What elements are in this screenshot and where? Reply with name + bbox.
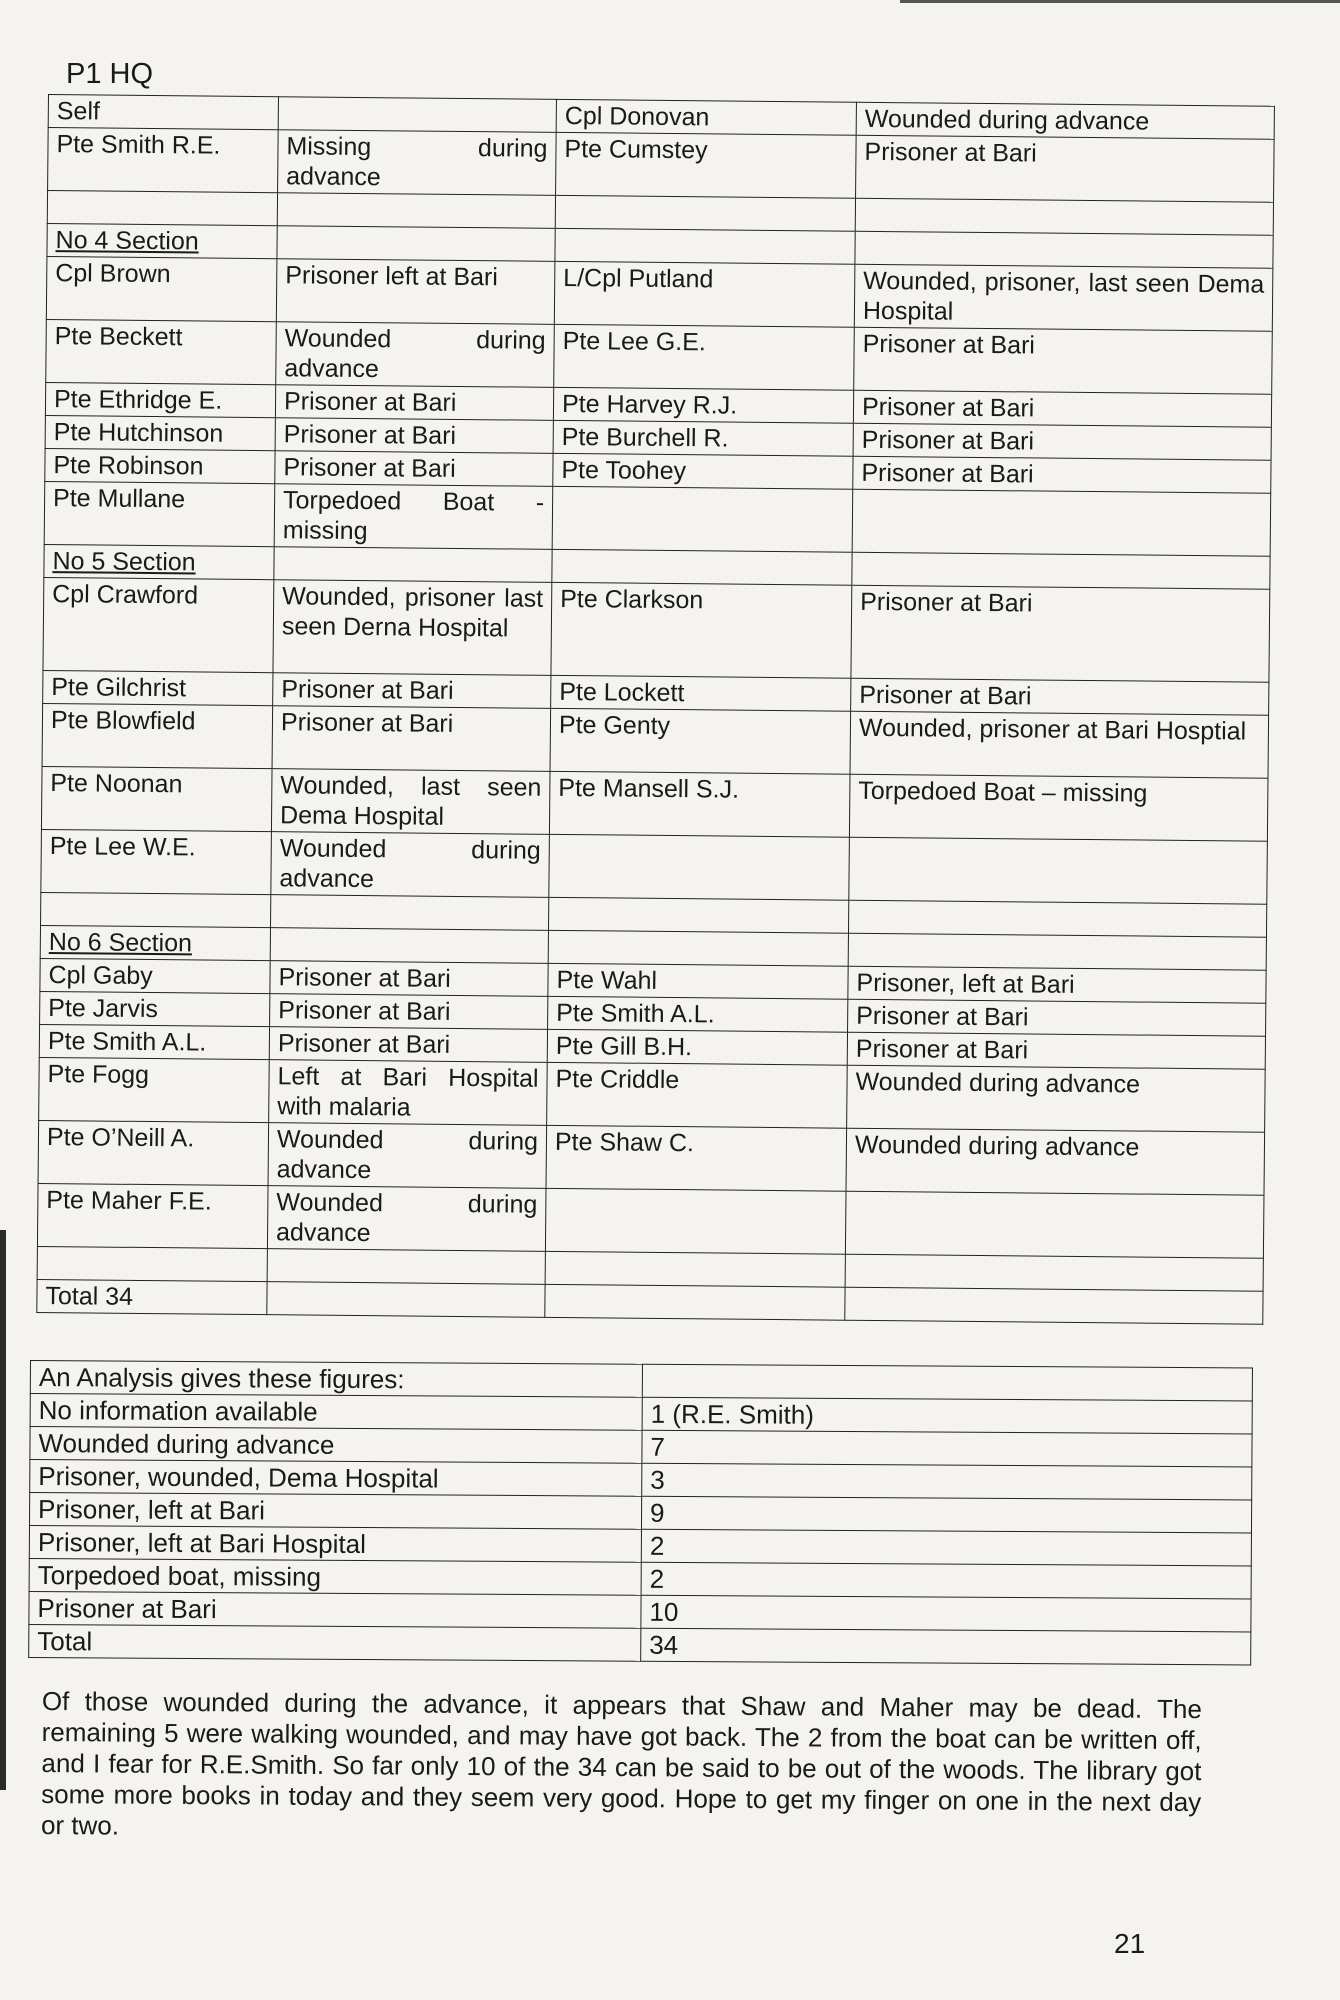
- analysis-label: Prisoner, wounded, Dema Hospital: [30, 1460, 642, 1497]
- analysis-body: [29, 1361, 1253, 1665]
- soldier-status-cell: Wounded during advance: [846, 1128, 1265, 1195]
- soldier-status-cell: Prisoner at Bari: [275, 418, 553, 454]
- soldier-status-cell: Prisoner at Bari: [847, 1032, 1265, 1069]
- roster-table: [36, 94, 1275, 1325]
- soldier-status-cell: [852, 552, 1270, 589]
- soldier-status-cell: Torpedoed Boat - missing: [274, 484, 553, 550]
- page-number: 21: [1114, 1928, 1146, 1959]
- soldier-status-cell: Prisoner at Bari: [853, 423, 1271, 460]
- soldier-status-cell: [267, 1249, 545, 1285]
- soldier-name-cell: Pte Mullane: [44, 481, 275, 546]
- soldier-name-cell: [552, 486, 853, 552]
- soldier-status-cell: Wounded, prisoner at Bari Hosptial: [850, 711, 1269, 778]
- soldier-status-cell: Prisoner at Bari: [854, 327, 1273, 394]
- soldier-status-cell: Prisoner at Bari: [851, 585, 1270, 682]
- soldier-status-cell: Wounded during advance: [276, 322, 555, 388]
- soldier-name-cell: Pte Blowfield: [42, 703, 273, 768]
- soldier-status-cell: Prisoner at Bari: [853, 390, 1271, 427]
- soldier-status-cell: [267, 1282, 545, 1318]
- soldier-name-cell: [545, 1251, 845, 1287]
- soldier-name-cell: Self: [48, 95, 278, 130]
- soldier-status-cell: Prisoner at Bari: [848, 999, 1266, 1036]
- roster-row: [48, 128, 1275, 203]
- soldier-name-cell: Pte Lee W.E.: [41, 829, 272, 894]
- soldier-name-cell: [548, 930, 848, 966]
- soldier-name-cell: No 4 Section: [47, 223, 277, 258]
- soldier-status-cell: Prisoner at Bari: [856, 135, 1275, 202]
- soldier-status-cell: Prisoner at Bari: [275, 451, 553, 487]
- soldier-name-cell: [545, 1188, 846, 1254]
- soldier-name-cell: Pte O’Neill A.: [38, 1120, 269, 1185]
- analysis-label: Prisoner, left at Bari: [29, 1493, 641, 1530]
- soldier-status-cell: Prisoner at Bari: [269, 1027, 547, 1063]
- roster-row: [46, 256, 1273, 331]
- soldier-name-cell: Pte Ethridge E.: [45, 382, 275, 417]
- roster-row: [39, 1057, 1266, 1132]
- closing-note: Of those wounded during the advance, it appears that Shaw and Maher may be dead. The remaining 5 were walking wounded, and may have got back. The 2 from the boat can be written off, and I fear for R.E.Smith. So far only 10 of the 34 can be said to be out of the woods. The library got some more books in today and they seem very good. Hope to get my finger on one in the next day or two.: [40, 1686, 1202, 1841]
- soldier-status-cell: Wounded during advance: [847, 1065, 1266, 1132]
- soldier-status-cell: [845, 1287, 1263, 1324]
- soldier-status-cell: [270, 928, 548, 964]
- page-binding-edge: [0, 1230, 6, 1790]
- soldier-status-cell: Prisoner, left at Bari: [848, 966, 1266, 1003]
- soldier-name-cell: Pte Clarkson: [551, 582, 852, 678]
- roster-row: [43, 577, 1270, 682]
- analysis-row: [29, 1624, 1251, 1664]
- roster-body: [37, 95, 1275, 1325]
- analysis-value: 7: [642, 1430, 1252, 1467]
- soldier-name-cell: Pte Wahl: [548, 963, 848, 999]
- soldier-name-cell: Pte Fogg: [39, 1057, 270, 1122]
- analysis-value: 1 (R.E. Smith): [642, 1397, 1252, 1434]
- soldier-status-cell: [278, 97, 556, 133]
- soldier-name-cell: [552, 549, 852, 585]
- soldier-name-cell: Pte Mansell S.J.: [549, 771, 850, 837]
- soldier-status-cell: [274, 547, 552, 583]
- soldier-status-cell: Wounded during advance: [267, 1186, 546, 1252]
- soldier-status-cell: [855, 231, 1273, 268]
- soldier-name-cell: No 6 Section: [40, 925, 270, 960]
- soldier-status-cell: Wounded during advance: [268, 1123, 547, 1189]
- soldier-name-cell: [37, 1246, 267, 1281]
- soldier-status-cell: [277, 193, 555, 229]
- analysis-label: Torpedoed boat, missing: [29, 1558, 641, 1595]
- soldier-name-cell: Pte Burchell R.: [553, 420, 853, 456]
- soldier-status-cell: Prisoner at Bari: [275, 385, 553, 421]
- roster-row: [44, 481, 1271, 556]
- soldier-name-cell: [548, 897, 848, 933]
- roster-row: [42, 703, 1269, 778]
- soldier-status-cell: Prisoner at Bari: [272, 706, 551, 772]
- roster-row: [41, 829, 1268, 904]
- analysis-table: [28, 1360, 1253, 1665]
- analysis-value: 2: [641, 1529, 1251, 1566]
- soldier-name-cell: Pte Cumstey: [556, 132, 857, 198]
- soldier-status-cell: Wounded, last seen Dema Hospital: [271, 769, 550, 835]
- analysis-label: Total: [29, 1624, 641, 1661]
- soldier-name-cell: L/Cpl Putland: [554, 261, 855, 327]
- soldier-status-cell: Prisoner at Bari: [273, 673, 551, 709]
- soldier-status-cell: [849, 837, 1268, 904]
- analysis-label: Wounded during advance: [30, 1427, 642, 1464]
- soldier-status-cell: [277, 226, 555, 262]
- soldier-status-cell: [271, 895, 549, 931]
- page-title: P1 HQ: [66, 58, 154, 90]
- soldier-name-cell: Pte Lee G.E.: [554, 324, 855, 390]
- soldier-status-cell: Wounded during advance: [271, 832, 550, 898]
- soldier-name-cell: No 5 Section: [44, 544, 274, 579]
- soldier-status-cell: [852, 489, 1271, 556]
- soldier-name-cell: Total 34: [37, 1279, 267, 1314]
- analysis-label: Prisoner at Bari: [29, 1591, 641, 1628]
- soldier-name-cell: Cpl Brown: [46, 256, 277, 321]
- soldier-name-cell: Pte Maher F.E.: [37, 1183, 268, 1248]
- analysis-label: Prisoner, left at Bari Hospital: [29, 1526, 641, 1563]
- soldier-name-cell: Pte Smith R.E.: [48, 128, 279, 193]
- roster-row: [46, 319, 1273, 394]
- roster-row: [37, 1183, 1264, 1258]
- soldier-status-cell: Prisoner at Bari: [853, 456, 1271, 493]
- roster-row: [38, 1120, 1265, 1195]
- soldier-status-cell: Prisoner left at Bari: [276, 259, 555, 325]
- soldier-name-cell: [549, 834, 850, 900]
- soldier-name-cell: [555, 228, 855, 264]
- soldier-status-cell: Left at Bari Hospital with malaria: [269, 1060, 548, 1126]
- soldier-status-cell: Missing during advance: [278, 130, 557, 196]
- soldier-name-cell: Pte Smith A.L.: [548, 996, 848, 1032]
- soldier-name-cell: Pte Criddle: [547, 1062, 848, 1128]
- page-top-edge: [900, 0, 1340, 3]
- soldier-name-cell: Pte Robinson: [45, 448, 275, 483]
- soldier-name-cell: [555, 195, 855, 231]
- soldier-status-cell: Prisoner at Bari: [851, 678, 1269, 715]
- soldier-name-cell: Cpl Crawford: [43, 577, 274, 672]
- soldier-status-cell: [845, 1254, 1263, 1291]
- soldier-name-cell: Pte Shaw C.: [546, 1125, 847, 1191]
- soldier-name-cell: [41, 892, 271, 927]
- soldier-status-cell: [848, 933, 1266, 970]
- soldier-status-cell: Prisoner at Bari: [270, 961, 548, 997]
- soldier-name-cell: Cpl Gaby: [40, 958, 270, 993]
- soldier-status-cell: [845, 1191, 1264, 1258]
- soldier-name-cell: Cpl Donovan: [556, 99, 856, 135]
- soldier-status-cell: [848, 900, 1266, 937]
- soldier-name-cell: Pte Gill B.H.: [547, 1029, 847, 1065]
- analysis-value: [642, 1364, 1252, 1401]
- soldier-status-cell: Wounded, prisoner, last seen Dema Hospital: [854, 264, 1273, 331]
- soldier-status-cell: [855, 198, 1273, 235]
- soldier-name-cell: Pte Hutchinson: [45, 415, 275, 450]
- soldier-status-cell: Wounded, prisoner last seen Derna Hospital: [273, 580, 552, 676]
- soldier-name-cell: Pte Gilchrist: [43, 670, 273, 705]
- analysis-value: 9: [641, 1496, 1251, 1533]
- soldier-name-cell: [47, 191, 277, 226]
- roster-row: [41, 766, 1268, 841]
- soldier-status-cell: Prisoner at Bari: [270, 994, 548, 1030]
- soldier-name-cell: Pte Genty: [550, 708, 851, 774]
- soldier-name-cell: Pte Beckett: [46, 319, 277, 384]
- soldier-name-cell: Pte Smith A.L.: [39, 1024, 269, 1059]
- analysis-value: 2: [641, 1562, 1251, 1599]
- soldier-name-cell: Pte Jarvis: [40, 991, 270, 1026]
- soldier-status-cell: Wounded during advance: [856, 102, 1274, 139]
- analysis-value: 34: [641, 1628, 1251, 1665]
- soldier-name-cell: Pte Lockett: [551, 675, 851, 711]
- analysis-label: No information available: [30, 1394, 642, 1431]
- soldier-name-cell: Pte Toohey: [553, 453, 853, 489]
- analysis-value: 3: [642, 1463, 1252, 1500]
- soldier-name-cell: [545, 1284, 845, 1320]
- soldier-name-cell: Pte Noonan: [41, 766, 272, 831]
- soldier-status-cell: Torpedoed Boat – missing: [849, 774, 1268, 841]
- analysis-value: 10: [641, 1595, 1251, 1632]
- analysis-label: An Analysis gives these figures:: [30, 1361, 642, 1398]
- soldier-name-cell: Pte Harvey R.J.: [553, 387, 853, 423]
